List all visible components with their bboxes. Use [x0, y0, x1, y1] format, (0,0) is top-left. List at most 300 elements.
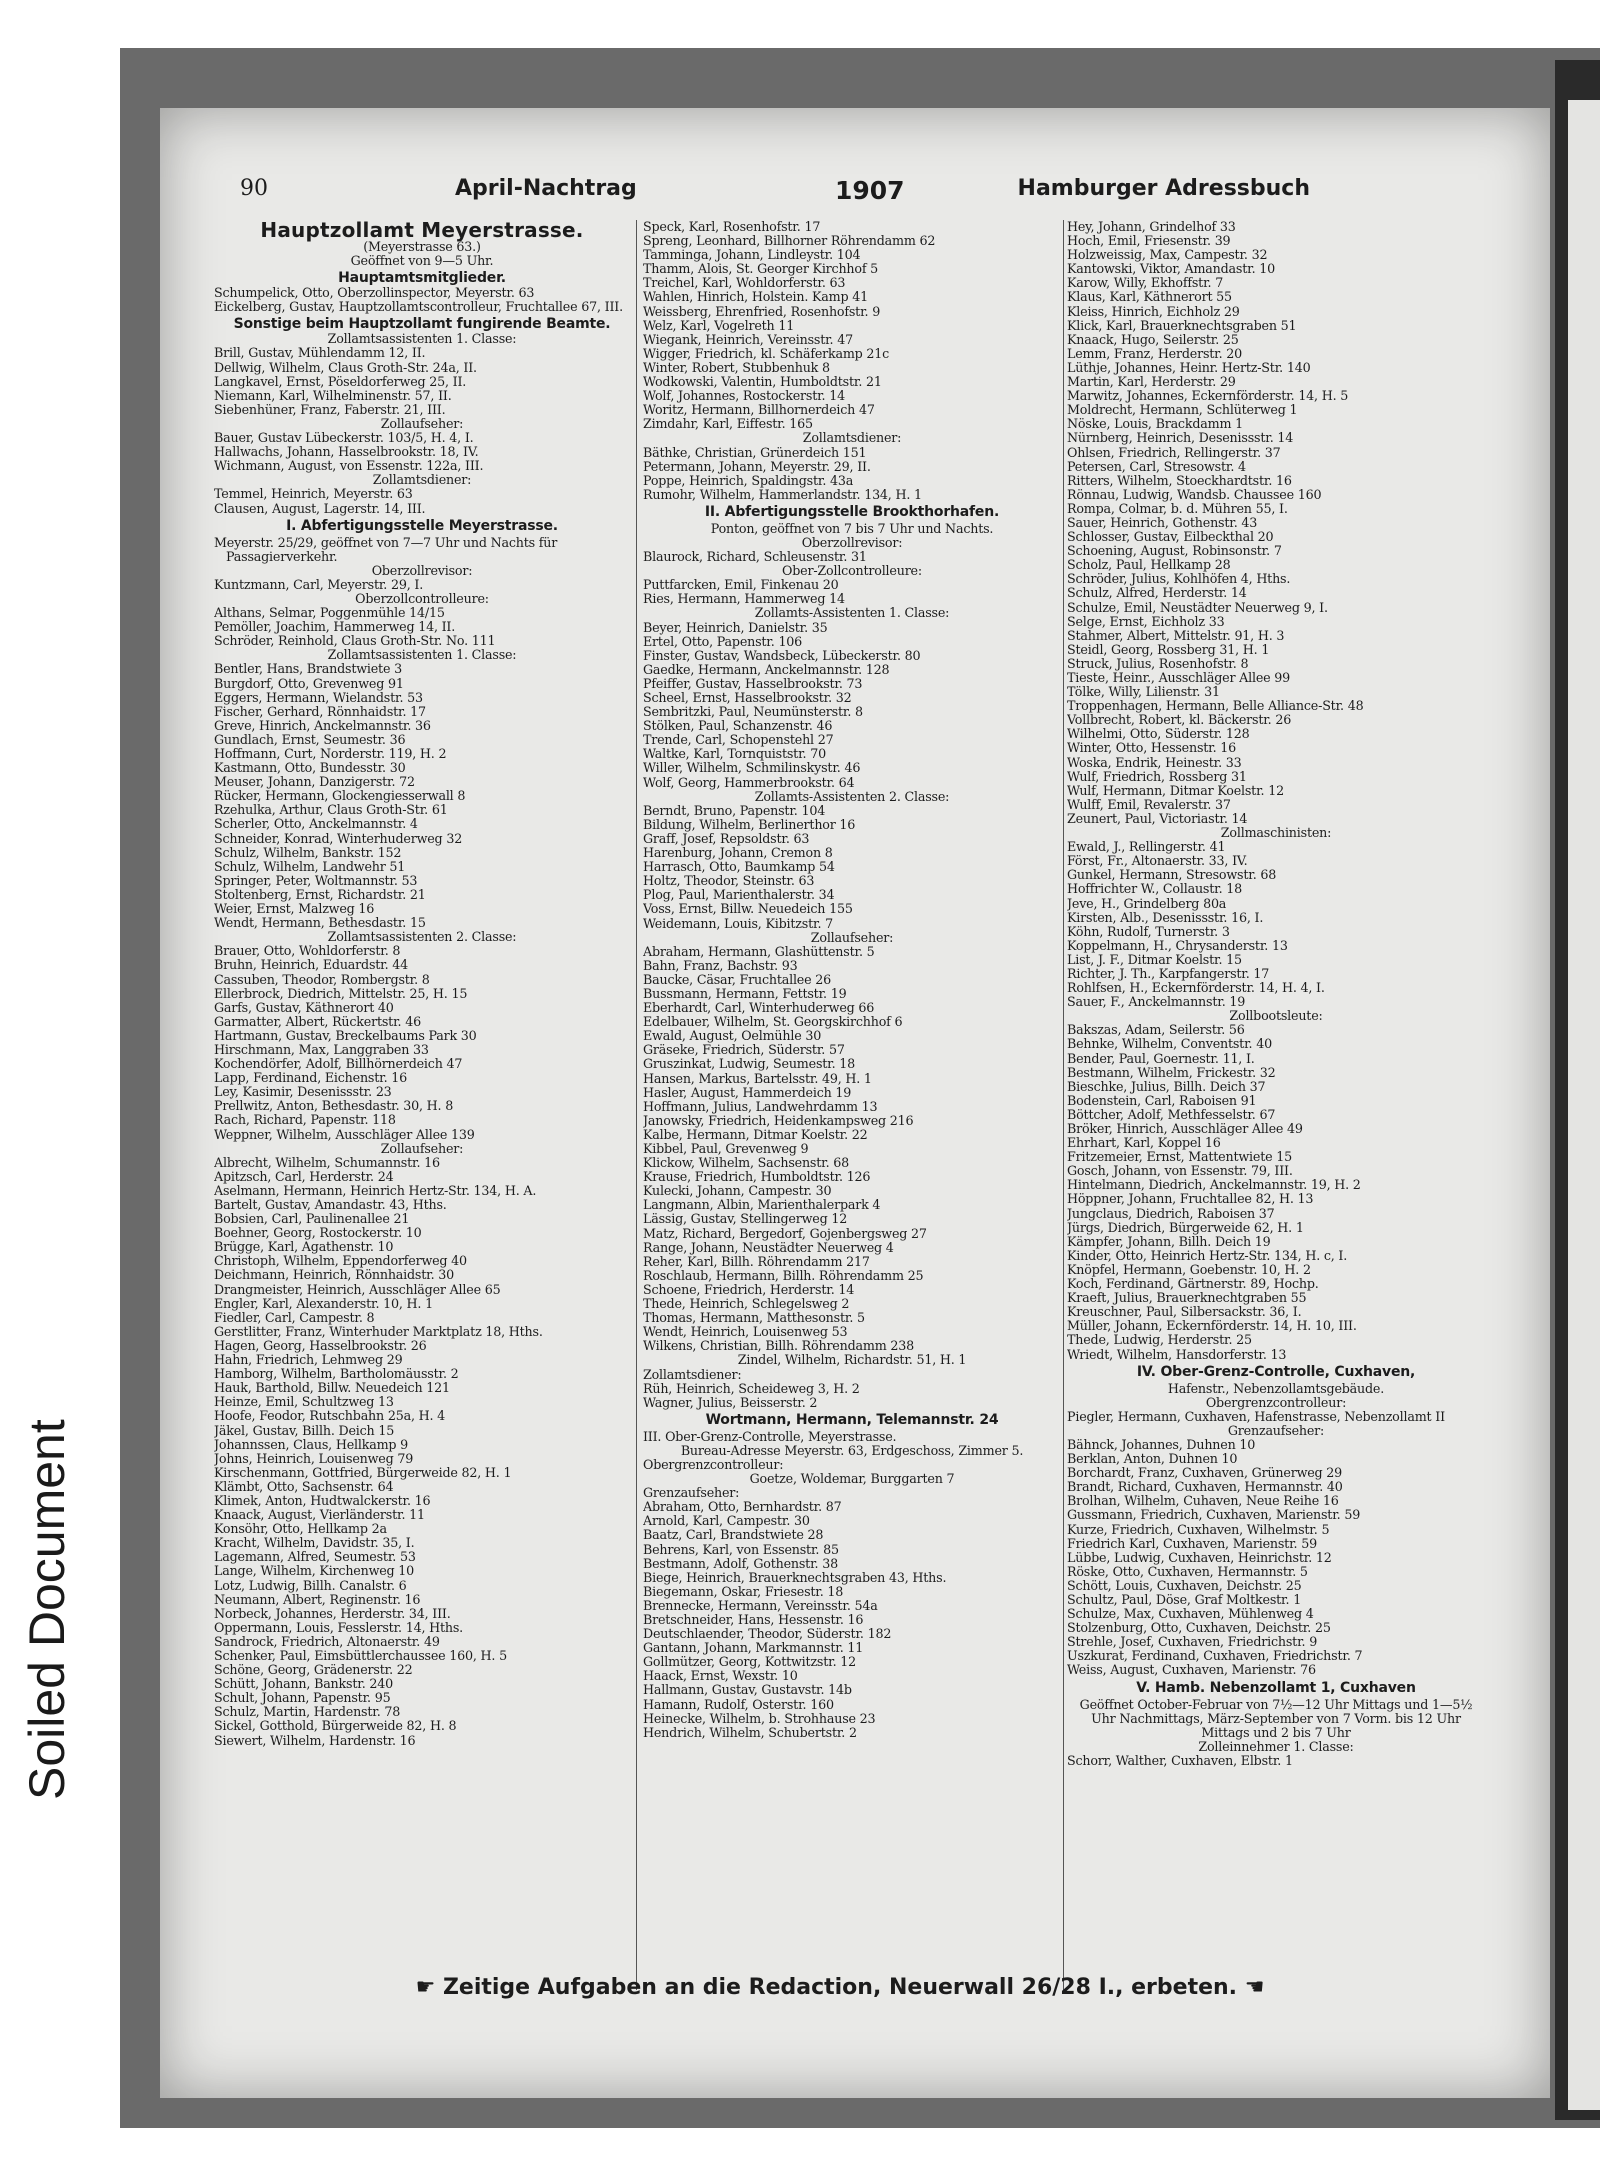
entry: Schulz, Martin, Hardenstr. 78 — [214, 1704, 401, 1720]
entry: Biegemann, Oskar, Friesestr. 18 — [643, 1583, 844, 1599]
entry: Gruszinkat, Ludwig, Seumestr. 18 — [643, 1056, 856, 1072]
entry: Greve, Hinrich, Anckelmannstr. 36 — [214, 717, 431, 733]
rank-heading: Bureau-Adresse Meyerstr. 63, Erdgeschoss, Zimmer 5. — [680, 1442, 1024, 1458]
entry: Ley, Kasimir, Desenissstr. 23 — [214, 1084, 392, 1100]
entry: Hallwachs, Johann, Hasselbrookstr. 18, IV. — [214, 444, 479, 460]
entry: Vollbrecht, Robert, kl. Bäckerstr. 26 — [1067, 712, 1292, 728]
entry: Koppelmann, H., Chrysanderstr. 13 — [1067, 937, 1288, 953]
entry: Behrens, Karl, von Essenstr. 85 — [643, 1541, 839, 1557]
entry: Rompa, Colmar, b. d. Mühren 55, I. — [1067, 500, 1288, 516]
entry: Rüh, Heinrich, Scheideweg 3, H. 2 — [643, 1380, 860, 1396]
entry: Schneider, Konrad, Winterhuderweg 32 — [214, 830, 463, 846]
entry: Kuntzmann, Carl, Meyerstr. 29, I. — [214, 576, 424, 592]
group-heading: Hauptamtsmitglieder. — [338, 270, 506, 287]
entry: Klick, Karl, Brauerknechtsgraben 51 — [1067, 317, 1297, 333]
entry: Kalbe, Hermann, Ditmar Koelstr. 22 — [643, 1126, 868, 1142]
entry: Gerstlitter, Franz, Winterhuder Marktplatz 18, Hths. — [214, 1323, 543, 1339]
middle-column — [643, 220, 1061, 1990]
entry: Först, Fr., Altonaerstr. 33, IV. — [1067, 853, 1248, 869]
entry: Abraham, Hermann, Glashüttenstr. 5 — [643, 943, 875, 959]
rank-heading: Zollamtsdiener: — [372, 472, 472, 488]
entry: Albrecht, Wilhelm, Schumannstr. 16 — [214, 1154, 440, 1170]
entry: Lemm, Franz, Herderstr. 20 — [1067, 345, 1243, 361]
rank-heading: Zindel, Wilhelm, Richardstr. 51, H. 1 — [737, 1352, 967, 1368]
entry: Nürnberg, Heinrich, Desenissstr. 14 — [1067, 430, 1294, 446]
entry: Hintelmann, Diedrich, Anckelmannstr. 19, H. 2 — [1067, 1177, 1361, 1193]
entry: Cassuben, Theodor, Rombergstr. 8 — [214, 971, 430, 987]
entry: Hoffrichter W., Collaustr. 18 — [1067, 881, 1243, 897]
entry: Knaack, August, Vierländerstr. 11 — [214, 1507, 425, 1523]
entry: Heinze, Emil, Schultzweg 13 — [214, 1394, 394, 1410]
entry: Berndt, Bruno, Papenstr. 104 — [643, 802, 826, 818]
entry: Waltke, Karl, Tornquiststr. 70 — [643, 746, 826, 762]
entry: Stahmer, Albert, Mittelstr. 91, H. 3 — [1067, 627, 1285, 643]
entry: Kreuschner, Paul, Silbersackstr. 36, I. — [1067, 1304, 1302, 1320]
entry: Meuser, Johann, Danzigerstr. 72 — [214, 774, 415, 790]
left-column — [214, 220, 630, 1990]
rank-heading: Oberzollrevisor: — [801, 534, 903, 550]
entry: Moldrecht, Hermann, Schlüterweg 1 — [1067, 402, 1298, 418]
entry: Brill, Gustav, Mühlendamm 12, II. — [214, 345, 426, 361]
entry: Bruhn, Heinrich, Eduardstr. 44 — [214, 957, 409, 973]
rank-heading: Oberzollrevisor: — [371, 562, 473, 578]
pointing-hand-icon: ☛ — [415, 1975, 443, 2000]
entry: Schoene, Friedrich, Herderstr. 14 — [643, 1281, 855, 1297]
entry: Hendrich, Wilhelm, Schubertstr. 2 — [643, 1724, 857, 1740]
entry: Stoltenberg, Ernst, Richardstr. 21 — [214, 886, 426, 902]
entry: Hasler, August, Hammerdeich 19 — [643, 1084, 852, 1100]
entry: Marwitz, Johannes, Eckernförderstr. 14, H. 5 — [1067, 388, 1349, 404]
entry: Kantowski, Viktor, Amandastr. 10 — [1067, 261, 1275, 277]
entry: Pfeiffer, Gustav, Hasselbrookstr. 73 — [643, 675, 863, 691]
entry: Range, Johann, Neustädter Neuerweg 4 — [643, 1239, 894, 1255]
entry: Plog, Paul, Marienthalerstr. 34 — [643, 887, 835, 903]
entry: Hoffmann, Julius, Landwehrdamm 13 — [643, 1098, 878, 1114]
entry: Wagner, Julius, Beisserstr. 2 — [643, 1394, 818, 1410]
entry: Karow, Willy, Ekhoffstr. 7 — [1067, 275, 1224, 291]
entry: Scholz, Paul, Hellkamp 28 — [1067, 557, 1231, 573]
entry: Puttfarcken, Emil, Finkenau 20 — [643, 577, 839, 593]
entry: Knöpfel, Hermann, Goebenstr. 10, H. 2 — [1067, 1261, 1311, 1277]
entry: Weidemann, Louis, Kibitzstr. 7 — [643, 915, 833, 931]
rank-heading: Zollamtsassistenten 1. Classe: — [327, 647, 517, 663]
entry: Wriedt, Wilhelm, Hansdorferstr. 13 — [1067, 1346, 1287, 1362]
entry: Springer, Peter, Woltmannstr. 53 — [214, 872, 418, 888]
entry: Wahlen, Hinrich, Holstein. Kamp 41 — [643, 289, 868, 305]
section-note: Ponton, geöffnet von 7 bis 7 Uhr und Nachts. — [710, 520, 994, 536]
entry: Klämbt, Otto, Sachsenstr. 64 — [214, 1478, 394, 1494]
entry: Kraeft, Julius, Brauerknechtgraben 55 — [1067, 1290, 1307, 1306]
entry: Gussmann, Friedrich, Cuxhaven, Marienstr. 59 — [1067, 1507, 1361, 1523]
entry: Bentler, Hans, Brandstwiete 3 — [214, 661, 402, 677]
entry: Thede, Heinrich, Schlegelsweg 2 — [643, 1296, 850, 1312]
section-title: Hauptzollamt Meyerstrasse. — [260, 220, 584, 242]
entry: Konsöhr, Otto, Hellkamp 2a — [214, 1521, 387, 1537]
rank-heading: Zollmaschinisten: — [1220, 825, 1332, 841]
entry: Althans, Selmar, Poggenmühle 14/15 — [214, 605, 445, 621]
entry: Stölken, Paul, Schanzenstr. 46 — [643, 718, 833, 734]
entry: Rücker, Hermann, Glockengiesserwall 8 — [214, 788, 466, 804]
entry: Schoening, August, Robinsonstr. 7 — [1067, 543, 1282, 559]
entry: Blaurock, Richard, Schleusenstr. 31 — [643, 549, 867, 565]
footer-notice — [400, 1975, 1280, 2011]
entry: Köhn, Rudolf, Turnerstr. 3 — [1067, 923, 1230, 939]
entry: Apitzsch, Carl, Herderstr. 24 — [214, 1168, 394, 1184]
entry: Bauer, Gustav Lübeckerstr. 103/5, H. 4, I. — [214, 430, 474, 446]
rank-heading: Zollbootsleute: — [1229, 1008, 1323, 1024]
rank-heading: Oberzollcontrolleure: — [355, 590, 489, 606]
entry: Gundlach, Ernst, Seumestr. 36 — [214, 731, 406, 747]
entry: Neumann, Albert, Reginenstr. 16 — [214, 1591, 421, 1607]
section-title: IV. Ober-Grenz-Controlle, Cuxhaven, — [1136, 1363, 1416, 1380]
entry: Sandrock, Friedrich, Altonaerstr. 49 — [214, 1633, 440, 1649]
entry: Beyer, Heinrich, Danielstr. 35 — [643, 619, 828, 635]
entry: Kirsten, Alb., Desenissstr. 16, I. — [1067, 909, 1264, 925]
entry: Selge, Ernst, Eichholz 33 — [1067, 613, 1225, 629]
section-title: II. Abfertigungsstelle Brookthorhafen. — [704, 503, 1000, 520]
entry: Wodkowski, Valentin, Humboldtstr. 21 — [643, 374, 882, 390]
entry: Tamminga, Johann, Lindleystr. 104 — [643, 247, 861, 263]
entry: Lotz, Ludwig, Billh. Canalstr. 6 — [214, 1577, 407, 1593]
entry: Lagemann, Alfred, Seumestr. 53 — [214, 1549, 416, 1565]
entry: Christoph, Wilhelm, Eppendorferweg 40 — [214, 1253, 467, 1269]
right-column — [1067, 220, 1485, 1990]
entry: Holtz, Theodor, Steinstr. 63 — [643, 873, 815, 889]
entry: Schröder, Julius, Kohlhöfen 4, Hths. — [1067, 571, 1291, 587]
entry: Behnke, Wilhelm, Conventstr. 40 — [1067, 1036, 1272, 1052]
entry: Tölke, Willy, Lilienstr. 31 — [1067, 684, 1220, 700]
entry: Roschlaub, Hermann, Billh. Röhrendamm 25 — [643, 1267, 924, 1283]
section-note: Geöffnet von 9—5 Uhr. — [350, 253, 494, 269]
entry: Wigger, Friedrich, kl. Schäferkamp 21c — [643, 345, 890, 361]
entry: Hoffmann, Curt, Norderstr. 119, H. 2 — [214, 746, 447, 761]
entry: Winter, Robert, Stubbenhuk 8 — [643, 359, 830, 375]
entry: Deichmann, Heinrich, Rönnhaidstr. 30 — [214, 1267, 455, 1283]
entry: Gräseke, Friedrich, Süderstr. 57 — [643, 1042, 845, 1058]
entry: Hamborg, Wilhelm, Bartholomäusstr. 2 — [214, 1366, 459, 1382]
entry: Borchardt, Franz, Cuxhaven, Grünerweg 29 — [1067, 1465, 1343, 1481]
entry: Fischer, Gerhard, Rönnhaidstr. 17 — [214, 703, 426, 719]
entry: Gunkel, Hermann, Stresowstr. 68 — [1067, 867, 1277, 883]
entry: Hansen, Markus, Bartelsstr. 49, H. 1 — [643, 1070, 872, 1086]
entry: Schöne, Georg, Grädenerstr. 22 — [214, 1662, 413, 1678]
entry: Berklan, Anton, Duhnen 10 — [1067, 1451, 1238, 1467]
rank-heading: Zollamts-Assistenten 1. Classe: — [754, 605, 950, 621]
entry: Ohlsen, Friedrich, Rellingerstr. 37 — [1067, 444, 1281, 460]
entry: Norbeck, Johannes, Herderstr. 34, III. — [214, 1605, 451, 1621]
entry: Baucke, Cäsar, Fruchtallee 26 — [643, 971, 831, 987]
entry: Niemann, Karl, Wilhelminenstr. 57, II. — [214, 387, 452, 403]
entry: Ries, Hermann, Hammerweg 14 — [643, 591, 845, 607]
entry: Brandt, Richard, Cuxhaven, Hermannstr. 40 — [1067, 1479, 1343, 1495]
entry: Schulz, Alfred, Herderstr. 14 — [1067, 585, 1247, 601]
entry: Strehle, Josef, Cuxhaven, Friedrichstr. 9 — [1067, 1634, 1318, 1650]
entry: Jürgs, Diedrich, Bürgerweide 62, H. 1 — [1067, 1219, 1304, 1235]
entry: Rumohr, Wilhelm, Hammerlandstr. 134, H. 1 — [643, 486, 922, 502]
entry: Hallmann, Gustav, Gustavstr. 14b — [643, 1682, 852, 1698]
entry: Schumpelick, Otto, Oberzollinspector, Meyerstr. 63 — [214, 285, 535, 301]
entry: Richter, J. Th., Karpfangerstr. 17 — [1067, 965, 1270, 981]
entry: Thede, Ludwig, Herderstr. 25 — [1067, 1332, 1252, 1348]
entry: Johns, Heinrich, Louisenweg 79 — [214, 1450, 414, 1466]
soiled-document-label: Soiled Document — [19, 1419, 75, 1800]
entry: Schultz, Paul, Döse, Graf Moltkestr. 1 — [1067, 1592, 1302, 1607]
entry: Zollamtsdiener: — [643, 1366, 742, 1382]
entry: Garmatter, Albert, Rückertstr. 46 — [214, 1013, 421, 1029]
entry: Wendt, Heinrich, Louisenweg 53 — [643, 1324, 848, 1340]
entry: Jungclaus, Diedrich, Raboisen 37 — [1067, 1205, 1275, 1221]
entry: Scheel, Ernst, Hasselbrookstr. 32 — [643, 690, 852, 705]
rank-heading: Zollaufseher: — [380, 1140, 464, 1156]
column-divider — [1063, 220, 1064, 1990]
entry: Dellwig, Wilhelm, Claus Groth-Str. 24a, II. — [214, 359, 477, 375]
entry: Fritzemeier, Ernst, Mattentwiete 15 — [1067, 1149, 1292, 1165]
entry: Nöske, Louis, Brackdamm 1 — [1067, 416, 1243, 432]
entry: Friedrich Karl, Cuxhaven, Marienstr. 59 — [1067, 1535, 1317, 1551]
entry: Clausen, August, Lagerstr. 14, III. — [214, 500, 426, 516]
entry: Rzehulka, Arthur, Claus Groth-Str. 61 — [214, 802, 448, 818]
entry: Ritters, Wilhelm, Stoeckhardtstr. 16 — [1067, 472, 1292, 488]
entry: Treichel, Karl, Wohldorferstr. 63 — [643, 275, 846, 291]
entry: Harrasch, Otto, Baumkamp 54 — [643, 859, 835, 875]
entry: Martin, Karl, Herderstr. 29 — [1067, 374, 1236, 390]
entry: Wiegank, Heinrich, Vereinsstr. 47 — [643, 331, 853, 347]
rank-heading: Zollamts-Assistenten 2. Classe: — [754, 788, 950, 804]
entry: Meyerstr. 25/29, geöffnet von 7—7 Uhr und Nachts für Passagierverkehr. — [214, 534, 558, 564]
entry: Piegler, Hermann, Cuxhaven, Hafenstrasse, Nebenzollamt II — [1067, 1408, 1445, 1424]
entry: Lange, Wilhelm, Kirchenweg 10 — [214, 1563, 415, 1579]
entry: Lüthje, Johannes, Heinr. Hertz-Str. 140 — [1067, 359, 1311, 375]
entry: Ewald, August, Oelmühle 30 — [643, 1028, 822, 1044]
entry: Sauer, F., Anckelmannstr. 19 — [1067, 994, 1246, 1010]
entry: Schulz, Wilhelm, Landwehr 51 — [214, 858, 406, 874]
entry: Klickow, Wilhelm, Sachsenstr. 68 — [643, 1155, 850, 1171]
entry: Finster, Gustav, Wandsbeck, Lübeckerstr. 80 — [643, 647, 921, 663]
entry: Gaedke, Hermann, Anckelmannstr. 128 — [643, 661, 890, 677]
entry: Baatz, Carl, Brandstwiete 28 — [643, 1527, 824, 1543]
rank-heading: Goetze, Woldemar, Burggarten 7 — [749, 1471, 955, 1487]
page-number: 90 — [240, 176, 268, 201]
entry: Wilhelmi, Otto, Süderstr. 128 — [1067, 726, 1250, 742]
adjacent-page-edge — [1568, 100, 1600, 2110]
entry: Hamann, Rudolf, Osterstr. 160 — [643, 1696, 834, 1712]
entry: Garfs, Gustav, Käthnerort 40 — [214, 999, 394, 1015]
entry: Kurze, Friedrich, Cuxhaven, Wilhelmstr. 5 — [1067, 1521, 1330, 1537]
rank-heading: Zollamtsassistenten 1. Classe: — [327, 331, 517, 347]
entry: Sauer, Heinrich, Gothenstr. 43 — [1067, 514, 1258, 530]
entry: Woska, Endrik, Heinestr. 33 — [1067, 754, 1242, 770]
entry: Kracht, Wilhelm, Davidstr. 35, I. — [214, 1535, 415, 1551]
entry: Wulf, Hermann, Ditmar Koelstr. 12 — [1067, 782, 1284, 798]
header-year: 1907 — [835, 176, 905, 205]
entry: Thamm, Alois, St. Georger Kirchhof 5 — [643, 261, 879, 277]
entry: Aselmann, Hermann, Heinrich Hertz-Str. 134, H. A. — [214, 1182, 537, 1198]
rank-heading: Ober-Zollcontrolleure: — [782, 563, 922, 579]
entry: Schütt, Johann, Bankstr. 240 — [214, 1676, 393, 1692]
section-title: Wortmann, Hermann, Telemannstr. 24 — [705, 1411, 999, 1428]
entry: Hauk, Barthold, Billw. Neuedeich 121 — [214, 1380, 450, 1396]
entry: Knaack, Hugo, Seilerstr. 25 — [1067, 331, 1239, 347]
entry: Langmann, Albin, Marienthalerpark 4 — [643, 1197, 881, 1213]
section-title: V. Hamb. Nebenzollamt 1, Cuxhaven — [1136, 1679, 1416, 1696]
entry: Arnold, Karl, Campestr. 30 — [643, 1513, 810, 1529]
entry: Drangmeister, Heinrich, Ausschläger Allee 65 — [214, 1281, 501, 1297]
entry: Lässig, Gustav, Stellingerweg 12 — [643, 1211, 848, 1227]
entry: Stolzenburg, Otto, Cuxhaven, Deichstr. 25 — [1067, 1620, 1331, 1636]
entry: Bäthke, Christian, Grünerdeich 151 — [643, 444, 867, 460]
entry: Burgdorf, Otto, Grevenweg 91 — [214, 675, 404, 691]
entry: Trende, Carl, Schopenstehl 27 — [643, 732, 834, 748]
entry: Poppe, Heinrich, Spaldingstr. 43a — [643, 472, 854, 488]
entry: Schorr, Walther, Cuxhaven, Elbstr. 1 — [1067, 1752, 1293, 1768]
entry: Müller, Johann, Eckernförderstr. 14, H. 10, III. — [1067, 1318, 1357, 1334]
entry: Deutschlaender, Theodor, Süderstr. 182 — [643, 1626, 892, 1642]
entry: Wulff, Emil, Revalerstr. 37 — [1067, 796, 1231, 812]
entry: Weier, Ernst, Malzweg 16 — [214, 901, 375, 917]
entry: Schenker, Paul, Eimsbüttlerchaussee 160, H. 5 — [214, 1648, 507, 1663]
rank-heading: Grenzaufseher: — [1227, 1422, 1325, 1438]
entry: Oppermann, Louis, Fesslerstr. 14, Hths. — [214, 1619, 463, 1635]
entry: Obergrenzcontrolleur: — [643, 1456, 784, 1472]
entry: Engler, Karl, Alexanderstr. 10, H. 1 — [214, 1295, 433, 1311]
entry: Brügge, Karl, Agathenstr. 10 — [214, 1239, 394, 1255]
entry: Kochendörfer, Adolf, Billhörnerdeich 47 — [214, 1056, 463, 1072]
entry: Hirschmann, Max, Langgraben 33 — [214, 1041, 429, 1057]
entry: Harenburg, Johann, Cremon 8 — [643, 845, 833, 861]
entry: Petermann, Johann, Meyerstr. 29, II. — [643, 458, 871, 474]
entry: Kinder, Otto, Heinrich Hertz-Str. 134, H. c, I. — [1067, 1247, 1348, 1263]
entry: List, J. F., Ditmar Koelstr. 15 — [1067, 951, 1242, 967]
entry: Graff, Josef, Repsoldstr. 63 — [643, 830, 810, 846]
entry: Bartelt, Gustav, Amandastr. 43, Hths. — [214, 1197, 447, 1212]
entry: Reher, Karl, Billh. Röhrendamm 217 — [643, 1253, 870, 1269]
entry: Kulecki, Johann, Campestr. 30 — [643, 1183, 832, 1199]
entry: Böttcher, Adolf, Methfesselstr. 67 — [1067, 1106, 1276, 1122]
entry: Jäkel, Gustav, Billh. Deich 15 — [214, 1422, 395, 1438]
entry: Wichmann, August, von Essenstr. 122a, III. — [214, 458, 484, 474]
group-heading: Sonstige beim Hauptzollamt fungirende Beamte. — [233, 316, 611, 333]
section-title: I. Abfertigungsstelle Meyerstrasse. — [286, 517, 558, 534]
entry: Brauer, Otto, Wohldorferstr. 8 — [214, 943, 401, 959]
entry: Bieschke, Julius, Billh. Deich 37 — [1067, 1078, 1266, 1094]
entry: Heinecke, Wilhelm, b. Strohhause 23 — [643, 1710, 876, 1726]
entry: Siewert, Wilhelm, Hardenstr. 16 — [214, 1732, 416, 1748]
rank-heading: Zollaufseher: — [380, 415, 464, 431]
entry: Schlosser, Gustav, Eilbeckthal 20 — [1067, 529, 1274, 545]
entry: Gollmützer, Georg, Kottwitzstr. 12 — [643, 1654, 857, 1670]
entry: Hahn, Friedrich, Lehmweg 29 — [214, 1352, 403, 1368]
entry: Grenzaufseher: — [643, 1485, 740, 1501]
entry: Bakszas, Adam, Seilerstr. 56 — [1067, 1022, 1245, 1038]
entry: Hey, Johann, Grindelhof 33 — [1067, 220, 1236, 234]
entry: Klaus, Karl, Käthnerort 55 — [1067, 289, 1232, 305]
entry: Zeunert, Paul, Victoriastr. 14 — [1067, 810, 1248, 826]
entry: Siebenhüner, Franz, Faberstr. 21, III. — [214, 401, 446, 417]
entry: Bender, Paul, Goernestr. 11, I. — [1067, 1050, 1255, 1066]
entry: Weissberg, Ehrenfried, Rosenhofstr. 9 — [643, 303, 881, 319]
entry: Röske, Otto, Cuxhaven, Hermannstr. 5 — [1067, 1563, 1308, 1579]
entry: Brennecke, Hermann, Vereinsstr. 54a — [643, 1597, 878, 1613]
entry: Sickel, Gotthold, Bürgerweide 82, H. 8 — [214, 1718, 457, 1734]
entry: Janowsky, Friedrich, Heidenkampsweg 216 — [643, 1112, 914, 1128]
header-supplement: April-Nachtrag — [455, 176, 637, 201]
entry: Kirschenmann, Gottfried, Bürgerweide 82, H. 1 — [214, 1464, 512, 1480]
entry: Krause, Friedrich, Humboldtstr. 126 — [643, 1169, 871, 1185]
entry: Zimdahr, Karl, Eiffestr. 165 — [643, 416, 813, 432]
entry: Ewald, J., Rellingerstr. 41 — [1067, 839, 1226, 855]
entry: Matz, Richard, Bergedorf, Gojenbergsweg 27 — [643, 1225, 927, 1241]
entry: Rönnau, Ludwig, Wandsb. Chaussee 160 — [1067, 486, 1322, 502]
entry: Petersen, Carl, Stresowstr. 4 — [1067, 458, 1246, 474]
pointing-hand-icon: ☚ — [1237, 1975, 1265, 2000]
entry: Voss, Ernst, Billw. Neuedeich 155 — [643, 901, 853, 917]
entry: Kleiss, Hinrich, Eichholz 29 — [1067, 303, 1240, 319]
entry: Sembritzki, Paul, Neumünsterstr. 8 — [643, 704, 863, 720]
entry: Steidl, Georg, Rossberg 31, H. 1 — [1067, 641, 1270, 657]
rank-heading: Obergrenzcontrolleur: — [1205, 1394, 1347, 1410]
entry: Geöffnet October-Februar von 7½—12 Uhr Mittags und 1—5½ Uhr Nachmittags, März-September von 7 Vorm. bis 12 Uhr Mittags und 2 bis 7 Uhr — [1079, 1696, 1473, 1740]
entry: Weiss, August, Cuxhaven, Marienstr. 76 — [1067, 1662, 1316, 1678]
entry: Haack, Ernst, Wexstr. 10 — [643, 1668, 798, 1684]
entry: Eickelberg, Gustav, Hauptzollamtscontrolleur, Fruchtallee 67, III. — [214, 299, 623, 315]
entry: Hoch, Emil, Friesenstr. 39 — [1067, 233, 1231, 249]
entry: Wulf, Friedrich, Rossberg 31 — [1067, 768, 1247, 784]
entry: Klimek, Anton, Hudtwalckerstr. 16 — [214, 1492, 431, 1508]
entry: Abraham, Otto, Bernhardstr. 87 — [643, 1499, 842, 1515]
entry: Gosch, Johann, von Essenstr. 79, III. — [1067, 1163, 1293, 1179]
entry: Koch, Ferdinand, Gärtnerstr. 89, Hochp. — [1067, 1276, 1319, 1292]
entry: Biege, Heinrich, Brauerknechtsgraben 43, Hths. — [643, 1569, 947, 1585]
entry: Wilkens, Christian, Billh. Röhrendamm 238 — [643, 1338, 914, 1354]
entry: Bretschneider, Hans, Hessenstr. 16 — [643, 1612, 864, 1627]
entry: Rohlfsen, H., Eckernförderstr. 14, H. 4, I. — [1067, 980, 1325, 996]
entry: Bodenstein, Carl, Raboisen 91 — [1067, 1092, 1257, 1108]
entry: Boehner, Georg, Rostockerstr. 10 — [214, 1225, 422, 1241]
entry: Winter, Otto, Hessenstr. 16 — [1067, 740, 1237, 756]
entry: Uszkurat, Ferdinand, Cuxhaven, Friedrichstr. 7 — [1067, 1648, 1363, 1664]
entry: Weppner, Wilhelm, Ausschläger Allee 139 — [214, 1126, 475, 1142]
entry: III. Ober-Grenz-Controlle, Meyerstrasse. — [643, 1428, 897, 1444]
rank-heading: Zollamtsassistenten 2. Classe: — [327, 929, 517, 945]
entry: Wolf, Georg, Hammerbrookstr. 64 — [643, 774, 855, 790]
column-divider — [636, 220, 637, 1990]
entry: Gantann, Johann, Markmannstr. 11 — [643, 1640, 864, 1656]
entry: Schött, Louis, Cuxhaven, Deichstr. 25 — [1067, 1577, 1302, 1593]
entry: Fiedler, Carl, Campestr. 8 — [214, 1309, 375, 1325]
entry: Ertel, Otto, Papenstr. 106 — [643, 633, 803, 649]
entry: Bähnck, Johannes, Duhnen 10 — [1067, 1436, 1256, 1452]
entry: Schulze, Emil, Neustädter Neuerweg 9, I. — [1067, 599, 1328, 615]
entry: Holzweissig, Max, Campestr. 32 — [1067, 247, 1268, 263]
running-header — [240, 172, 1310, 208]
entry: Hoofe, Feodor, Rutschbahn 25a, H. 4 — [214, 1408, 446, 1424]
entry: Wendt, Hermann, Bethesdastr. 15 — [214, 915, 426, 931]
entry: Spreng, Leonhard, Billhorner Röhrendamm 62 — [643, 233, 936, 249]
entry: Willer, Wilhelm, Schmilinskystr. 46 — [643, 760, 861, 776]
entry: Wolf, Johannes, Rostockerstr. 14 — [643, 388, 845, 404]
entry: Tieste, Heinr., Ausschläger Allee 99 — [1067, 670, 1291, 685]
entry: Bahn, Franz, Bachstr. 93 — [643, 957, 798, 973]
entry: Rach, Richard, Papenstr. 118 — [214, 1112, 396, 1128]
entry: Schröder, Reinhold, Claus Groth-Str. No. 111 — [214, 633, 496, 649]
entry: Höppner, Johann, Fruchtallee 82, H. 13 — [1067, 1191, 1314, 1207]
section-note: Hafenstr., Nebenzollamtsgebäude. — [1167, 1380, 1385, 1396]
entry: Lapp, Ferdinand, Eichenstr. 16 — [214, 1070, 408, 1086]
entry: Ehrhart, Karl, Koppel 16 — [1067, 1135, 1221, 1151]
entry: Eberhardt, Carl, Winterhuderweg 66 — [643, 1000, 875, 1016]
entry: Prellwitz, Anton, Bethesdastr. 30, H. 8 — [214, 1098, 454, 1114]
rank-heading: Zollaufseher: — [810, 929, 894, 945]
